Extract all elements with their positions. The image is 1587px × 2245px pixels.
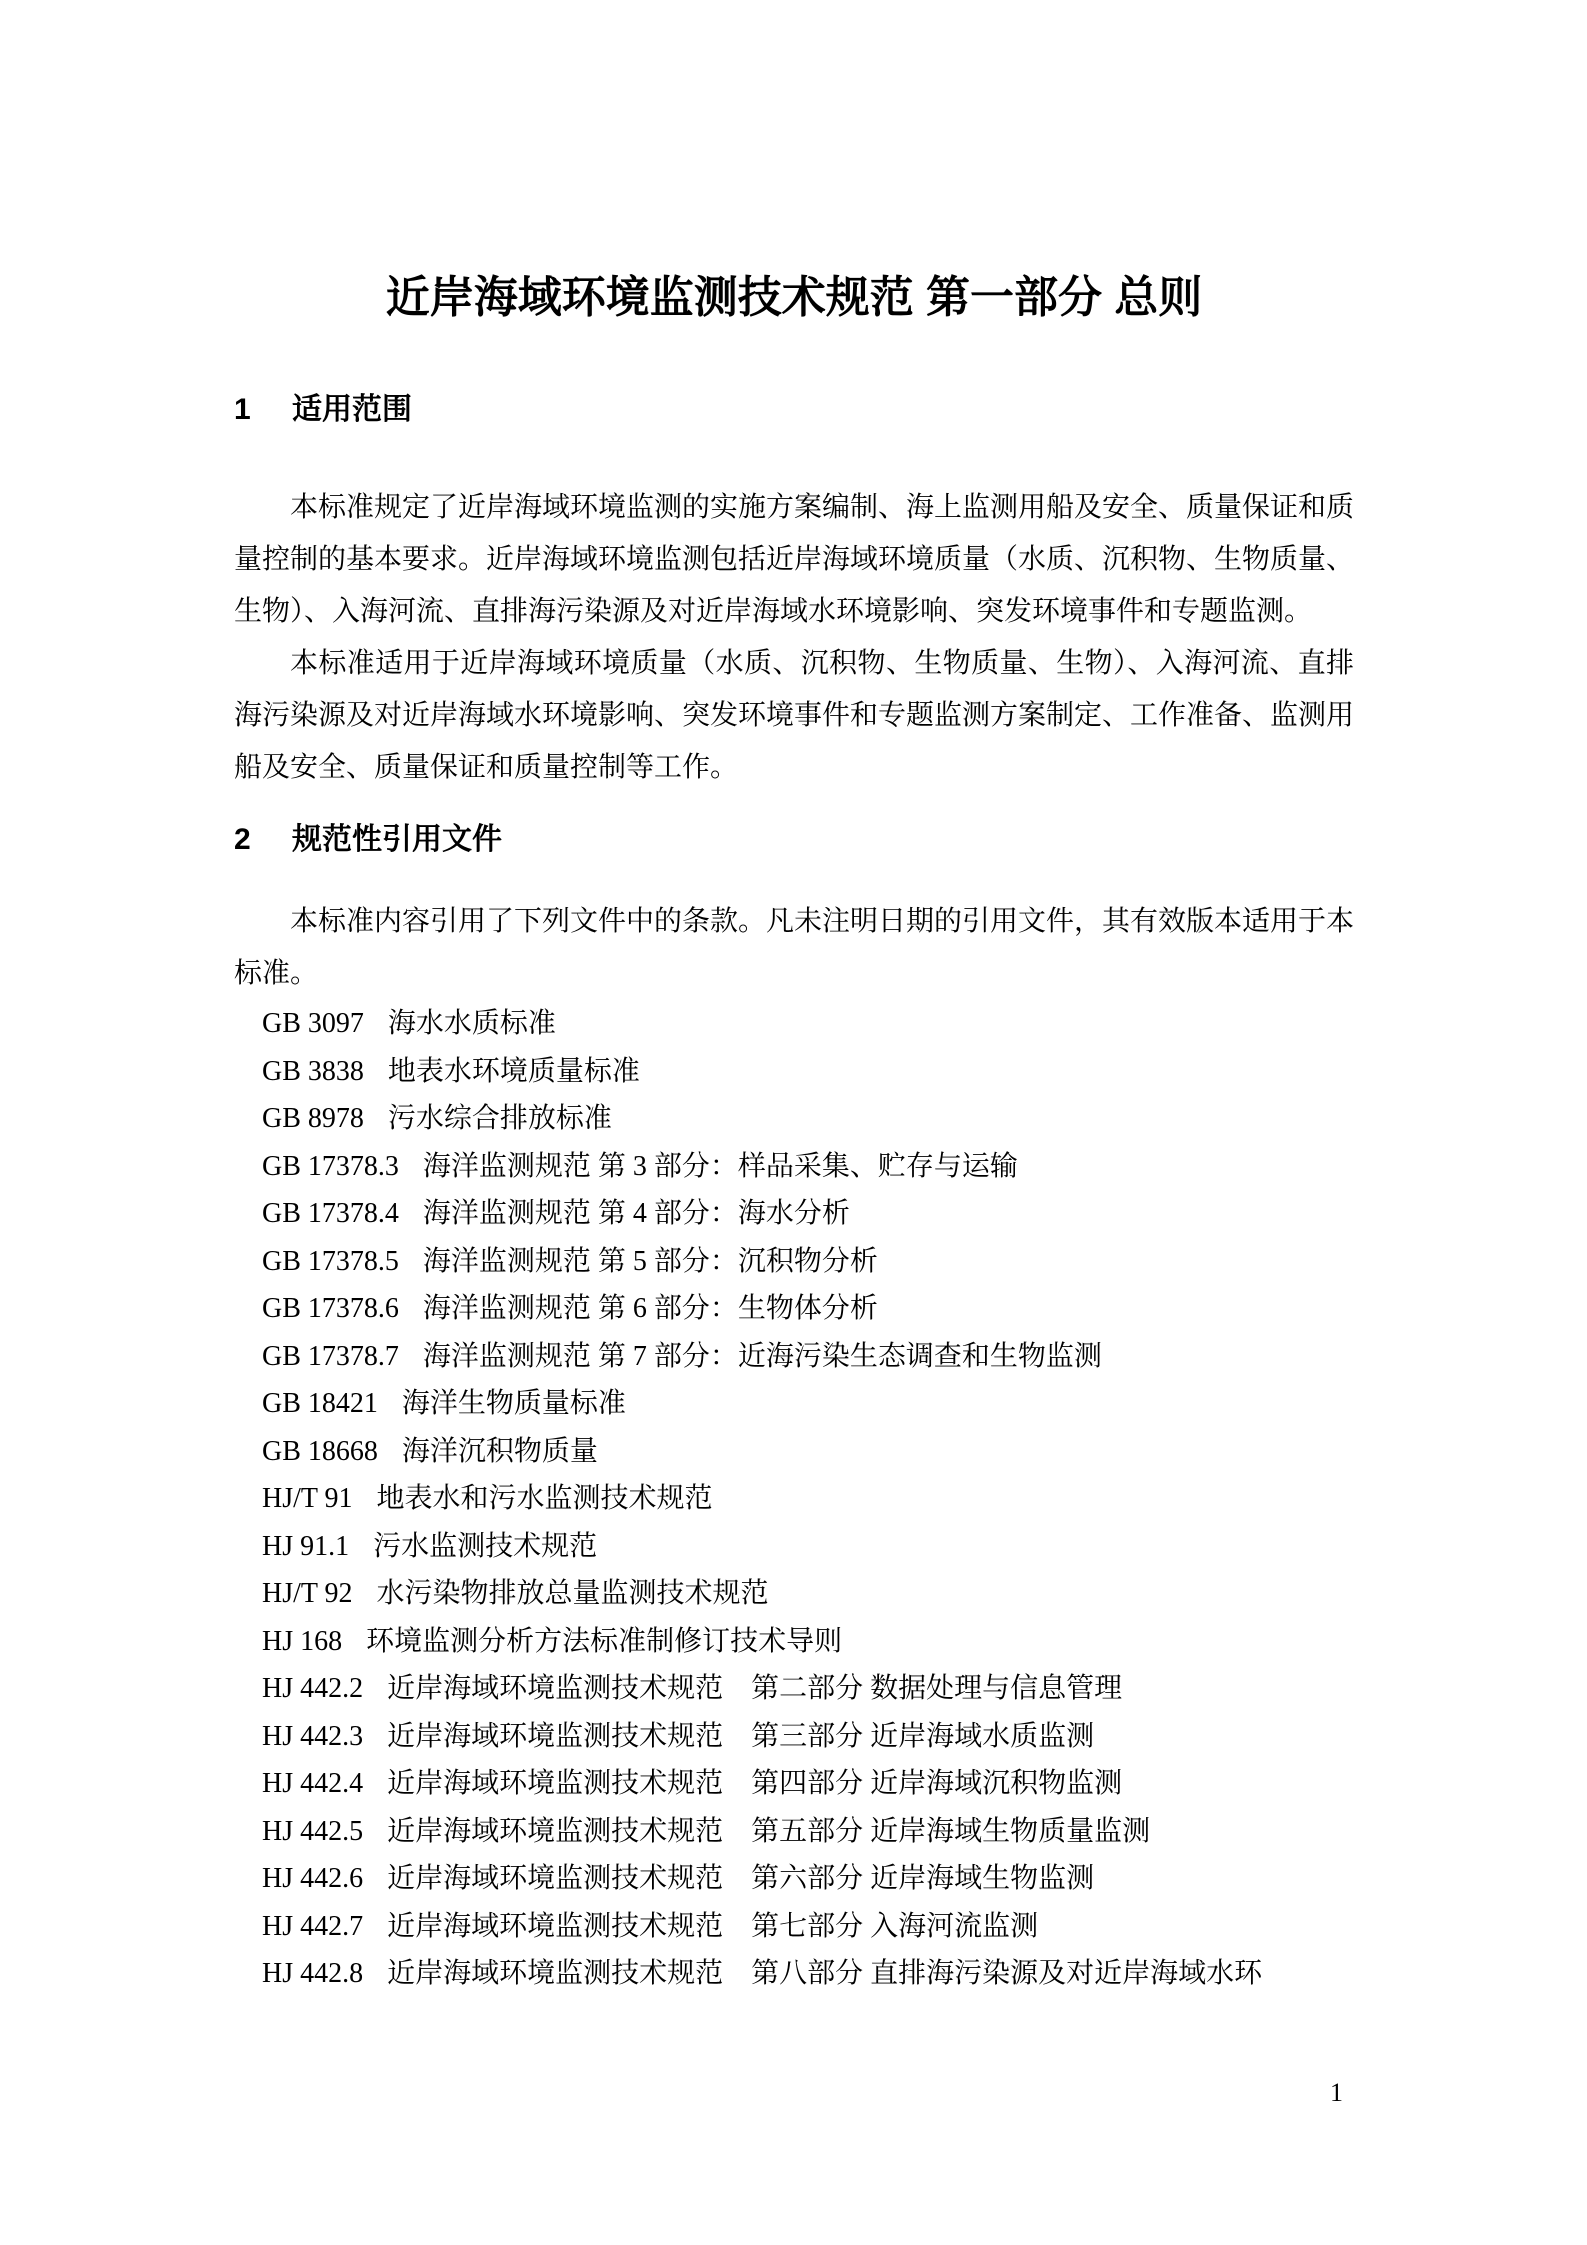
reference-title: 污水监测技术规范 xyxy=(373,1530,598,1562)
reference-title: 环境监测分析方法标准制修订技术导则 xyxy=(366,1625,843,1657)
reference-item xyxy=(234,1238,1354,1286)
reference-code: GB 8978 xyxy=(262,1103,364,1134)
reference-code: GB 3838 xyxy=(262,1055,364,1087)
reference-title: 海洋沉积物质量 xyxy=(401,1435,598,1467)
reference-item xyxy=(234,1380,1354,1428)
section-1-paragraph-2: 本标准适用于近岸海域环境质量（水质、沉积物、生物质量、生物）、入海河流、直排海污染源及对近岸海域水环境影响、突发环境事件和专题监测方案制定、工作准备、监测用船及安全、质量保证和质量控制等工作。 xyxy=(234,648,1355,783)
reference-code: HJ 442.4 xyxy=(262,1768,364,1799)
reference-title: 近岸海域环境监测技术规范 第三部分 近岸海域水质监测 xyxy=(387,1720,1095,1752)
reference-code: GB 18421 xyxy=(262,1388,378,1419)
reference-item xyxy=(234,1808,1354,1856)
reference-item xyxy=(234,1903,1354,1951)
reference-code: HJ 442.3 xyxy=(262,1720,364,1752)
reference-item xyxy=(234,1333,1354,1381)
reference-title: 污水综合排放标准 xyxy=(387,1103,612,1134)
reference-list xyxy=(234,1000,1354,1998)
reference-item xyxy=(234,1285,1354,1333)
section-2-title: 规范性引用文件 xyxy=(292,823,502,856)
reference-code: GB 18668 xyxy=(262,1435,378,1467)
reference-code: GB 17378.5 xyxy=(262,1245,399,1277)
reference-code: GB 17378.6 xyxy=(262,1293,399,1324)
reference-title: 海洋生物质量标准 xyxy=(401,1388,626,1419)
reference-title: 近岸海域环境监测技术规范 第八部分 直排海污染源及对近岸海域水环 xyxy=(387,1958,1263,1989)
reference-title: 近岸海域环境监测技术规范 第六部分 近岸海域生物监测 xyxy=(387,1863,1095,1894)
reference-title: 海洋监测规范 第 6 部分：生物体分析 xyxy=(422,1293,878,1324)
reference-code: HJ/T 91 xyxy=(262,1483,353,1514)
reference-item xyxy=(234,1713,1354,1761)
reference-code: HJ 168 xyxy=(262,1625,343,1657)
document-content xyxy=(234,0,1354,1998)
reference-title: 海水水质标准 xyxy=(387,1008,556,1039)
reference-item xyxy=(234,1665,1354,1713)
section-2-number: 2 xyxy=(234,823,251,856)
reference-title: 海洋监测规范 第 3 部分：样品采集、贮存与运输 xyxy=(422,1150,1018,1182)
reference-title: 海洋监测规范 第 5 部分：沉积物分析 xyxy=(422,1245,878,1277)
reference-item xyxy=(234,1760,1354,1808)
reference-title: 近岸海域环境监测技术规范 第五部分 近岸海域生物质量监测 xyxy=(387,1815,1151,1847)
reference-title: 近岸海域环境监测技术规范 第七部分 入海河流监测 xyxy=(387,1910,1039,1942)
reference-item xyxy=(234,1048,1354,1096)
reference-title: 海洋监测规范 第 7 部分：近海污染生态调查和生物监测 xyxy=(422,1340,1102,1372)
section-2-heading xyxy=(234,822,1354,858)
reference-title: 近岸海域环境监测技术规范 第四部分 近岸海域沉积物监测 xyxy=(387,1768,1123,1799)
reference-title: 海洋监测规范 第 4 部分：海水分析 xyxy=(422,1198,850,1229)
reference-title: 地表水环境质量标准 xyxy=(387,1055,640,1087)
reference-code: GB 17378.7 xyxy=(262,1340,399,1372)
reference-code: HJ 442.7 xyxy=(262,1910,364,1942)
section-1-number: 1 xyxy=(234,393,251,426)
section-1-heading xyxy=(234,392,1354,428)
reference-code: HJ 91.1 xyxy=(262,1530,350,1562)
reference-item xyxy=(234,1523,1354,1571)
reference-item xyxy=(234,1095,1354,1143)
reference-code: GB 17378.4 xyxy=(262,1198,399,1229)
reference-title: 近岸海域环境监测技术规范 第二部分 数据处理与信息管理 xyxy=(387,1673,1123,1704)
reference-code: GB 17378.3 xyxy=(262,1150,399,1182)
reference-code: HJ/T 92 xyxy=(262,1578,353,1609)
reference-item xyxy=(234,1475,1354,1523)
reference-item xyxy=(234,1143,1354,1191)
reference-item xyxy=(234,1570,1354,1618)
reference-item xyxy=(234,1950,1354,1998)
section-1-title: 适用范围 xyxy=(292,393,412,426)
reference-title: 水污染物排放总量监测技术规范 xyxy=(376,1578,769,1609)
reference-code: HJ 442.2 xyxy=(262,1673,364,1704)
document-title: 近岸海域环境监测技术规范 第一部分 总则 xyxy=(385,273,1203,322)
reference-item xyxy=(234,1428,1354,1476)
section-2-paragraph-1: 本标准内容引用了下列文件中的条款。凡未注明日期的引用文件，其有效版本适用于本标准。 xyxy=(234,906,1355,989)
reference-code: HJ 442.5 xyxy=(262,1815,364,1847)
reference-item xyxy=(234,1855,1354,1903)
reference-code: HJ 442.6 xyxy=(262,1863,364,1894)
reference-title: 地表水和污水监测技术规范 xyxy=(376,1483,713,1514)
page-number: 1 xyxy=(1330,2078,1343,2107)
reference-item xyxy=(234,1190,1354,1238)
reference-code: HJ 442.8 xyxy=(262,1958,364,1989)
reference-code: GB 3097 xyxy=(262,1008,364,1039)
reference-item xyxy=(234,1618,1354,1666)
reference-item xyxy=(234,1000,1354,1048)
section-1-paragraph-1: 本标准规定了近岸海域环境监测的实施方案编制、海上监测用船及安全、质量保证和质量控制的基本要求。近岸海域环境监测包括近岸海域环境质量（水质、沉积物、生物质量、生物）、入海河流、直排海污染源及对近岸海域水环境影响、突发环境事件和专题监测。 xyxy=(234,492,1355,627)
